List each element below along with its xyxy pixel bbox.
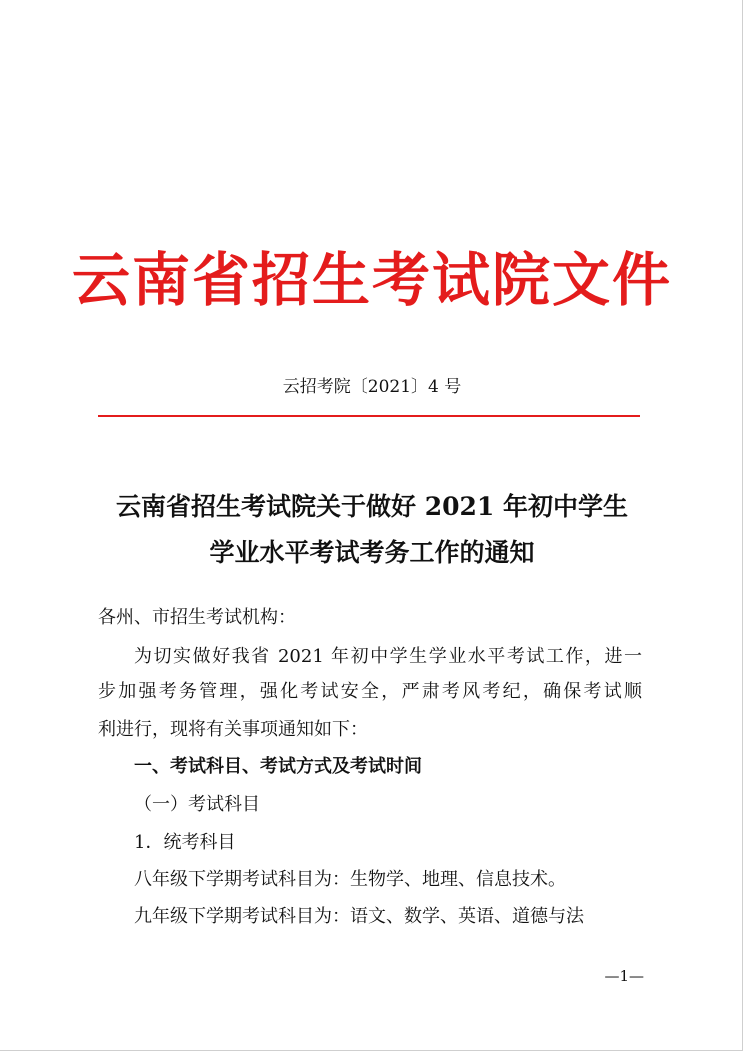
document-number: 云招考院〔2021〕4 号 [282, 377, 462, 397]
paragraph-1-line-1: 为切实做好我省 2021 年初中学生学业水平考试工作，进一 [134, 646, 642, 667]
item-1-heading: 1．统考科目 [134, 832, 236, 853]
grade-9-subjects: 九年级下学期考试科目为：语文、数学、英语、道德与法 [134, 906, 584, 927]
notice-title-line-2: 学业水平考试考务工作的通知 [209, 538, 535, 567]
grade-8-subjects: 八年级下学期考试科目为：生物学、地理、信息技术。 [134, 869, 566, 890]
page-number: —1— [604, 967, 644, 985]
addressee: 各州、市招生考试机构： [98, 607, 296, 628]
header-divider [98, 415, 640, 417]
paragraph-1-line-2: 步加强考务管理，强化考试安全，严肃考风考纪，确保考试顺 [98, 681, 642, 702]
paragraph-1-line-3: 利进行，现将有关事项通知如下： [98, 719, 368, 740]
notice-title [96, 484, 648, 576]
subsection-heading-1: （一）考试科目 [134, 794, 260, 815]
document-header-title: 云南省招生考试院文件 [71, 246, 672, 314]
section-heading-1: 一、考试科目、考试方式及考试时间 [134, 756, 422, 777]
notice-title-line-1: 云南省招生考试院关于做好 2021 年初中学生 [116, 492, 628, 521]
